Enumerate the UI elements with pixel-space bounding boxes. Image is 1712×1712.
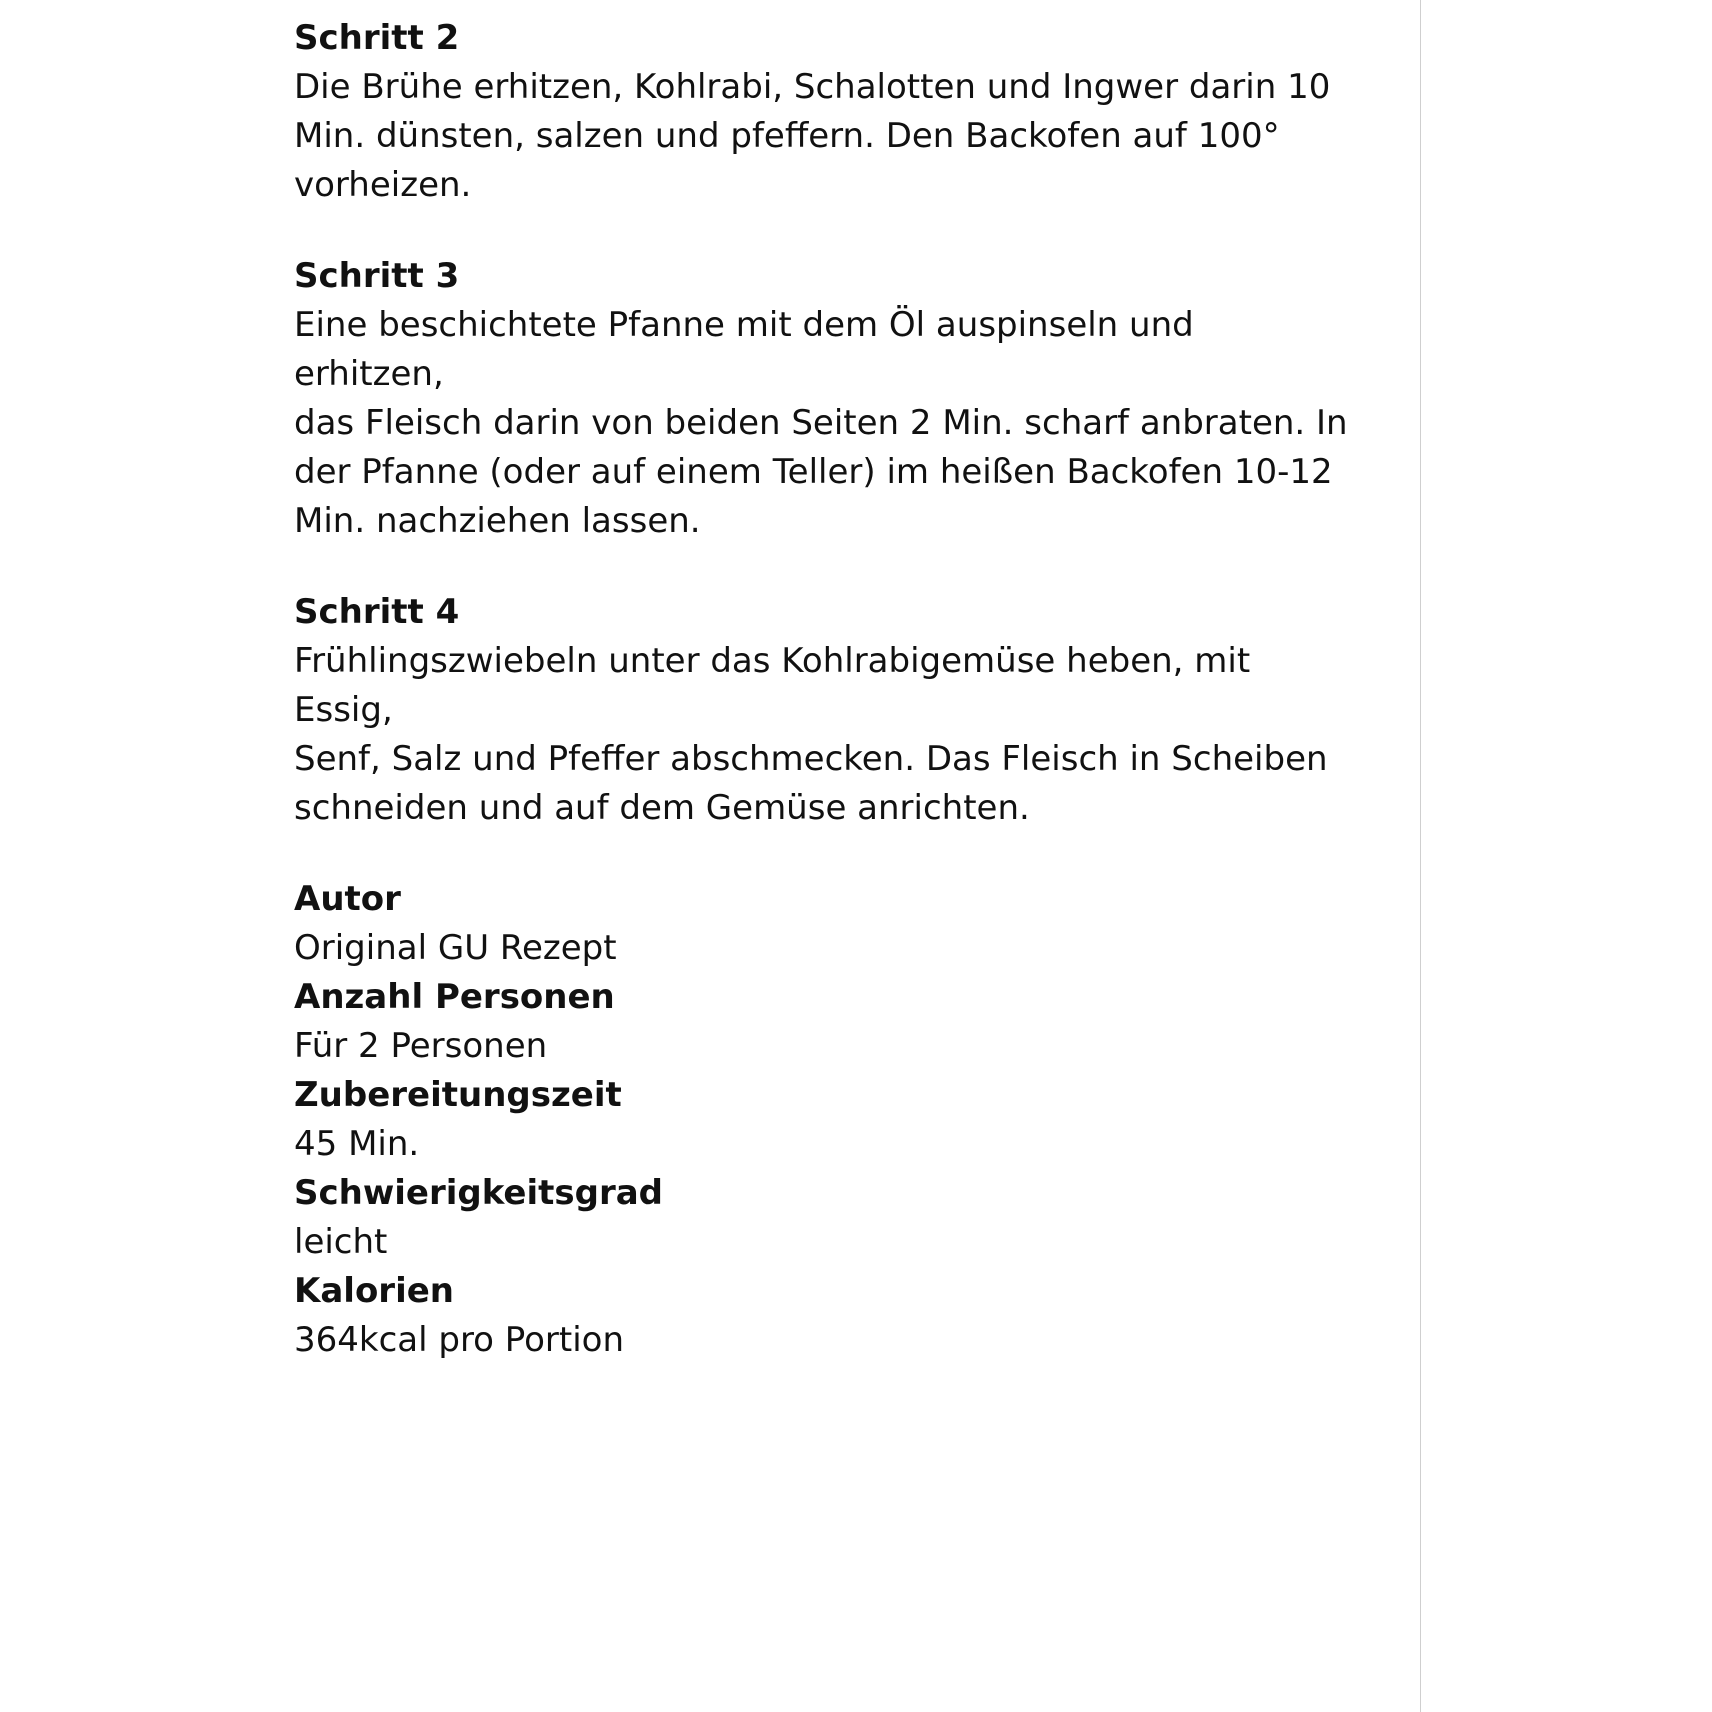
servings-value: Für 2 Personen <box>294 1026 548 1066</box>
servings-label: Anzahl Personen <box>294 977 615 1017</box>
author-value: Original GU Rezept <box>294 928 617 968</box>
step-3-line-2: das Fleisch darin von beiden Seiten 2 Min. scharf anbraten. In <box>294 403 1348 443</box>
step-3-line-1: Eine beschichtete Pfanne mit dem Öl auspinseln und erhitzen, <box>294 305 1194 394</box>
calories-value: 364kcal pro Portion <box>294 1320 624 1360</box>
page-edge-divider <box>1420 0 1421 1712</box>
recipe-meta <box>294 875 1354 1365</box>
step-2-section <box>294 14 1354 210</box>
step-2-line-2: Min. dünsten, salzen und pfeffern. Den Backofen auf 100° <box>294 116 1280 156</box>
step-2-line-1: Die Brühe erhitzen, Kohlrabi, Schalotten und Ingwer darin 10 <box>294 67 1331 107</box>
prep-time-label: Zubereitungszeit <box>294 1075 622 1115</box>
difficulty-label: Schwierigkeitsgrad <box>294 1173 664 1213</box>
calories-label: Kalorien <box>294 1271 454 1311</box>
step-4-section <box>294 588 1354 833</box>
step-4-line-1: Frühlingszwiebeln unter das Kohlrabigemüse heben, mit Essig, <box>294 641 1251 730</box>
step-4-line-2: Senf, Salz und Pfeffer abschmecken. Das Fleisch in Scheiben <box>294 739 1328 779</box>
prep-time-value: 45 Min. <box>294 1124 420 1164</box>
step-4-line-3: schneiden und auf dem Gemüse anrichten. <box>294 788 1030 828</box>
step-3-heading: Schritt 3 <box>294 256 460 296</box>
step-3-section <box>294 252 1354 546</box>
step-2-line-3: vorheizen. <box>294 165 472 205</box>
difficulty-value: leicht <box>294 1222 388 1262</box>
author-label: Autor <box>294 879 401 919</box>
step-4-heading: Schritt 4 <box>294 592 460 632</box>
step-3-line-4: Min. nachziehen lassen. <box>294 501 701 541</box>
step-2-heading: Schritt 2 <box>294 18 460 58</box>
recipe-document <box>294 14 1354 1365</box>
step-3-line-3: der Pfanne (oder auf einem Teller) im heißen Backofen 10-12 <box>294 452 1333 492</box>
